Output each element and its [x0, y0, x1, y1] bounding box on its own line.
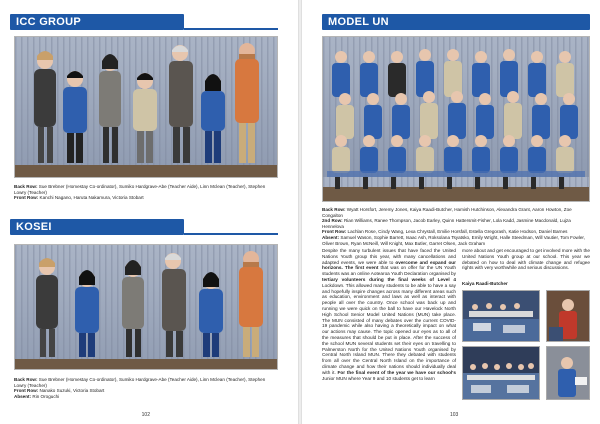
kosei-caption: [14, 377, 278, 399]
left-page: [0, 0, 298, 424]
back-row-names: Wyatt Horsfort, Jeremy Jones, Kaiya Raadi-Butcher, Hamish Hutchinson, Alexandra Grant, Aaron Howton, Zoe Congalton: [322, 207, 572, 218]
article-text: Lockdown. This allowed many students to be able to have a say and hopefully inspire changes across many different areas such as education, environment and laws as well as interact with people all over the country. Once school was back up and running we were quick on the ball to have our Havelock North High School Senior Model United Nations (MUN) take place. The MUN consisted of many debates over the current COVID-19 pandemic while also having a theoretically impact on what our actions may cause. The topic opened our eyes as to all of the measures that should be put in place. After the success of the school MUN several students set their eyes on travelling to Palmerston North for the United Nations Youth organised by Central North Island MUN. There they debated with students from all over the Central North Island on the importance of climate change and how their nations should individually deal with it.: [322, 282, 456, 375]
page-number: 103: [450, 412, 459, 418]
back-row-names: Sue Brebner (Homestay Co-ordinator), Sumiko Hardgrave-Abe (Teacher Aide), Linn Mclean (Teacher), Stephen Lowry (Teacher): [14, 184, 266, 195]
front-row-label: Front Row:: [322, 229, 347, 235]
back-row-names: Sue Brebner (Homestay Co-ordinator), Sumiko Hardgrave-Abe (Teacher Aide), Linn Mclean (Teacher), Stephen Lowry (Teacher): [14, 377, 266, 388]
front-row-names: Kanchi Nagano, Haruta Nakamura, Victoria Stobart: [39, 195, 144, 201]
icc-group-caption: [14, 184, 278, 201]
banner-rule: [184, 28, 278, 30]
section-title: KOSEI: [16, 221, 52, 233]
kosei-group-photo: [14, 244, 278, 370]
article-emphasis: tertiary volunteers during the final weeks of Level 4: [322, 276, 456, 282]
article-author: Kaiya Raadi-Butcher: [462, 281, 508, 286]
article-emphasis: For the final event of the year we have our school's: [337, 369, 457, 375]
back-row-label: Back Row:: [14, 184, 38, 189]
second-row-label: 2nd Row:: [322, 218, 343, 224]
banner-rule: [184, 233, 278, 235]
icc-group-photo: [14, 36, 278, 178]
section-banner-model-un: [322, 14, 590, 30]
section-title: ICC GROUP: [16, 16, 82, 28]
front-row-label: Front Row:: [14, 195, 39, 201]
model-un-caption: [322, 207, 590, 246]
absent-label: Absent:: [322, 234, 340, 240]
article-text: Despite the many turbulent issues that have faced the United Nations Youth group this year, with many cancellations and adapted events, we were able to: [322, 248, 456, 265]
right-page: [302, 0, 600, 424]
absent-names: Rin Oroguchi: [32, 393, 60, 399]
mun-event-photo-4: [546, 346, 590, 400]
front-row-label: Front Row:: [14, 388, 39, 394]
article-column-2: [462, 248, 590, 271]
absent-label: Absent:: [14, 393, 32, 399]
section-banner-icc-group: [10, 14, 184, 30]
section-title: MODEL UN: [328, 16, 389, 28]
article-text: Junior MUN where Year 9 and 10 students get to learn: [322, 375, 435, 381]
article-text: more about and get encouraged to get involved more with the United Nations Youth group at our school. This year we debated on how to deal with climate change and refugee rights with very worthwhile and serious discussions.: [462, 248, 590, 271]
front-row-names: Nanako Suzuki, Victoria Stobart: [39, 388, 105, 394]
article-text: that was on offer for the UN Youth students was an online Aotearoa Youth Declaration organised by: [322, 265, 456, 277]
mun-event-photo-3: [462, 346, 540, 400]
mun-event-photo-2: [546, 290, 590, 342]
back-row-label: Back Row:: [322, 207, 346, 212]
absent-names: Samuel Wason, Sophie Barrett, Isaac Ash, Roksolana Tsyatsko, Emily Wright, Halle Steedman, Will Vautier, Tom Fowler, Oliver Brown, Ryan McNeill, Will Knight, Max Butler, Garret Olsen, Jack Graham: [322, 234, 585, 246]
page-number: 102: [141, 412, 150, 418]
second-row-names: Rian Williams, Ranee Thompson, Jacob Earley, Quinn Hattersmit-Fisher, Lola Kadd, Jasmine Macdonald, Lujza Hennelova: [322, 218, 571, 229]
article-emphasis: overcome and expand our horizons. The first event: [322, 259, 456, 271]
model-un-photo: [322, 36, 590, 202]
section-banner-kosei: [10, 219, 184, 235]
mun-event-photo-1: [462, 290, 540, 342]
back-row-label: Back Row:: [14, 377, 38, 382]
front-row-names: Lachlan Rose, Cindy Wang, Lexa Chrystall, Emilie Horsfall, Estella Gregorash, Katie Hodson, Daniel Barnes: [347, 229, 568, 235]
article-column-1: [322, 248, 456, 381]
